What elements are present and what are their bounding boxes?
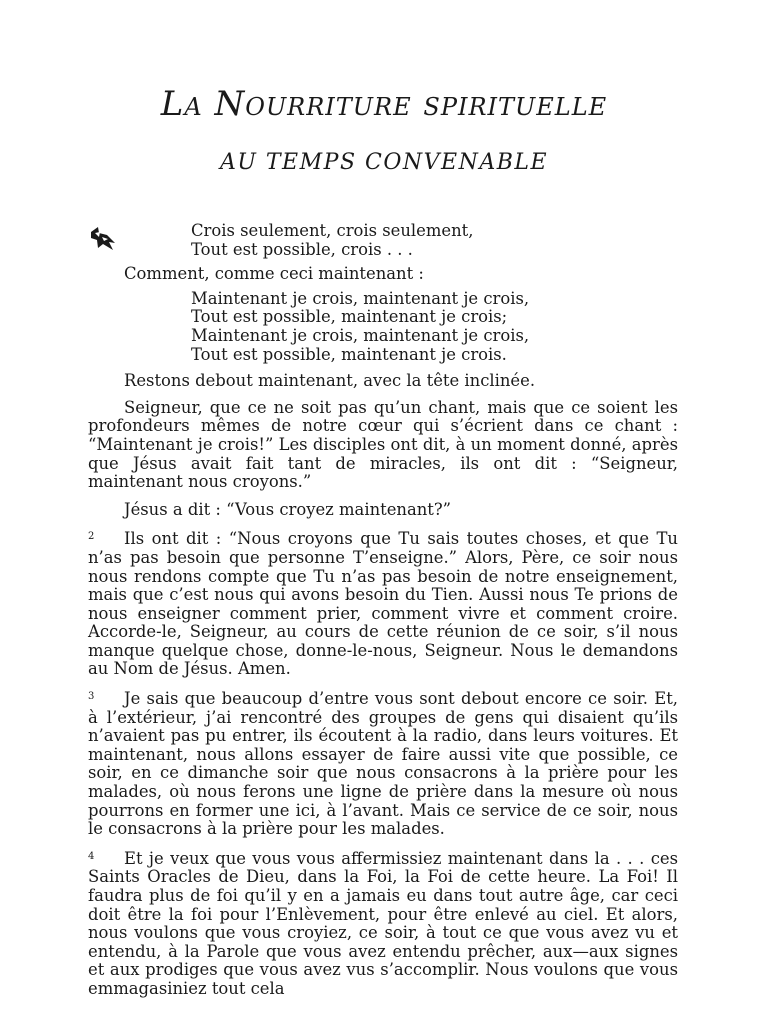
jesus-line: Jésus a dit : “Vous croyez maintenant?”	[124, 499, 452, 519]
paragraph-number: 4	[88, 850, 95, 862]
hymn-line: Maintenant je crois, maintenant je crois,	[191, 288, 530, 308]
page-title: La Nourriture spirituelle	[160, 84, 608, 124]
hymn-line: Tout est possible, crois . . .	[191, 239, 413, 259]
paragraph-text: Ils ont dit : “Nous croyons que Tu sais toutes choses, et que Tu n’as pas besoin que personne T’enseigne.” Alors, Père, ce soir nous nous rendons compte que Tu n’as pas besoin de notre enseignement, mais que c’est nous qui avons besoin du Tien. Aussi nous Te prions de nous enseigner comment prier, comment vivre et comment croire. Accorde-le, Seigneur, au cours de cette réunion de ce soir, s’il nous manque quelque chose, donne-le-nous, Seigneur. Nous le demandons au Nom de Jésus. Amen.	[88, 529, 678, 679]
document-body	[88, 222, 678, 1008]
paragraph-text: Et je veux que vous vous affermissiez maintenant dans la . . . ces Saints Oracles de Dieu, dans la Foi, la Foi de cette heure. La Foi! Il faudra plus de foi qu’il y en a jamais eu dans tout autre âge, car ceci doit être la foi pour l’Enlèvement, pour être enlevé au ciel. Et alors, nous voulons que vous croyiez, ce soir, à tout ce que vous avez vu et entendu, à la Parole que vous avez entendu prêcher, aux—aux signes et aux prodiges que vous avez vus s’accomplir. Nous voulons que vous emmagasiniez tout cela	[88, 848, 678, 998]
standing-line: Restons debout maintenant, avec la tête inclinée.	[124, 371, 536, 391]
paragraph-number: 2	[88, 531, 95, 543]
paragraph-intro: Seigneur, que ce ne soit pas qu’un chant, mais que ce soient les profondeurs mêmes de notre cœur qui s’écrient dans ce chant : “Maintenant je crois!” Les disciples ont dit, à un moment donné, après que Jésus avait fait tant de miracles, ils ont dit : “Seigneur, maintenant nous croyons.”	[88, 397, 678, 492]
hymn-line: Tout est possible, maintenant je crois;	[191, 307, 508, 327]
page-subtitle: AU TEMPS CONVENABLE	[219, 150, 549, 175]
comment-line: Comment, comme ceci maintenant :	[124, 264, 424, 284]
paragraph-number: 3	[88, 691, 95, 703]
numbered-paragraph	[88, 848, 678, 999]
paragraph-text: Je sais que beaucoup d’entre vous sont debout encore ce soir. Et, à l’extérieur, j’ai rencontré des groupes de gens qui disaient qu’ils n’avaient pas pu entrer, ils écoutent à la radio, dans leurs voitures. Et maintenant, nous allons essayer de faire aussi vite que possible, ce soir, en ce dimanche soir que nous consacrons à la prière pour les malades, où nous ferons une ligne de prière dans la mesure où nous pourrons en former une ici, à l’avant. Mais ce service de ce soir, nous le consacrons à la prière pour les malades.	[88, 689, 678, 839]
numbered-paragraph	[88, 528, 678, 679]
hymn-line: Crois seulement, crois seulement,	[191, 221, 474, 240]
hymn-line: Maintenant je crois, maintenant je crois,	[191, 325, 530, 345]
numbered-paragraph	[88, 688, 678, 839]
hymn-line: Tout est possible, maintenant je crois.	[191, 344, 507, 364]
